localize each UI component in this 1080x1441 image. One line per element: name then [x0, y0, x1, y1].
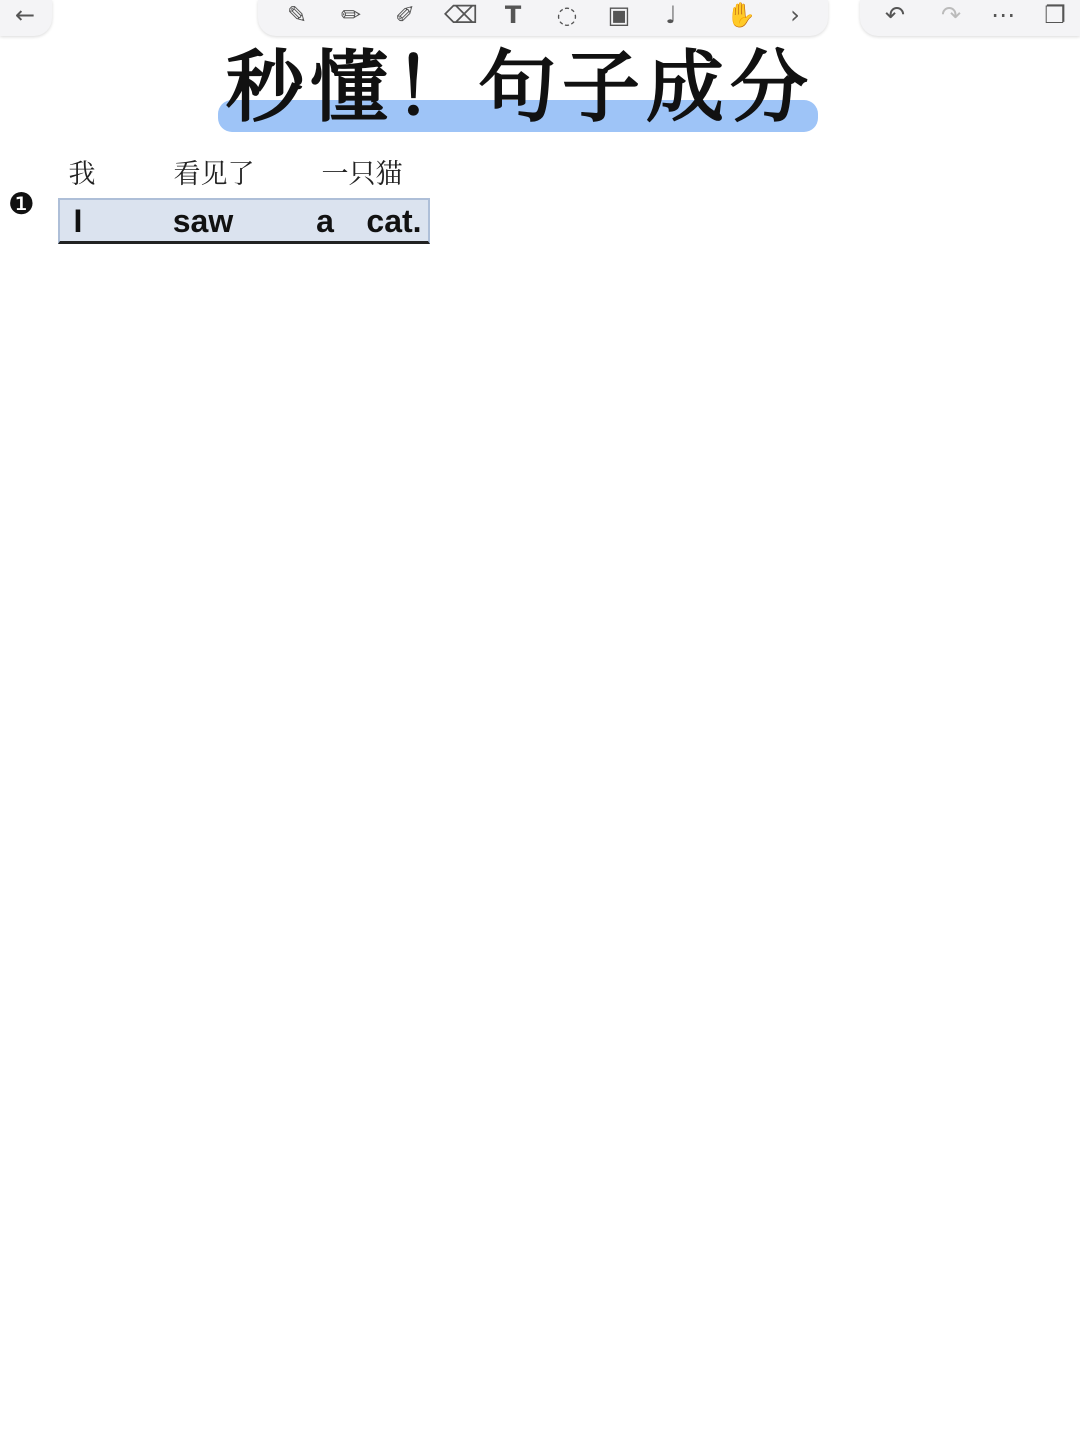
actions-toolbar [860, 0, 1080, 36]
chinese-word: 看见了 [173, 159, 255, 190]
english-word: a [316, 202, 334, 239]
more-icon[interactable]: ⋯ [991, 1, 1015, 29]
tools-toolbar [258, 0, 828, 36]
redo-icon[interactable]: ↷ [940, 1, 962, 29]
english-word: saw [172, 202, 234, 239]
chinese-word: 我 [68, 159, 96, 190]
pen-icon[interactable]: ✎ [286, 1, 308, 29]
image-icon[interactable]: ▣ [607, 1, 631, 29]
highlighter-icon[interactable]: ✐ [394, 1, 416, 29]
text-icon[interactable]: T [504, 1, 522, 29]
lasso-icon[interactable]: ◌ [556, 1, 578, 29]
chinese-word: 一只猫 [321, 159, 403, 190]
english-word: cat. [366, 202, 422, 239]
chevron-right-icon[interactable]: › [790, 1, 800, 29]
back-toolbar [0, 0, 52, 36]
sentence-marker: ❶ [8, 187, 35, 222]
back-arrow-icon[interactable]: ← [14, 1, 36, 29]
page-title: 秒懂！句子成分 [225, 42, 814, 133]
hand-icon[interactable]: ✋ [726, 1, 756, 29]
eraser-icon[interactable]: ⌫ [444, 1, 478, 29]
undo-icon[interactable]: ↶ [884, 1, 906, 29]
pencil-icon[interactable]: ✏ [340, 1, 362, 29]
pages-icon[interactable]: ❐ [1044, 1, 1066, 29]
english-word: I [73, 202, 83, 239]
mic-icon[interactable]: ♩ [665, 1, 677, 29]
